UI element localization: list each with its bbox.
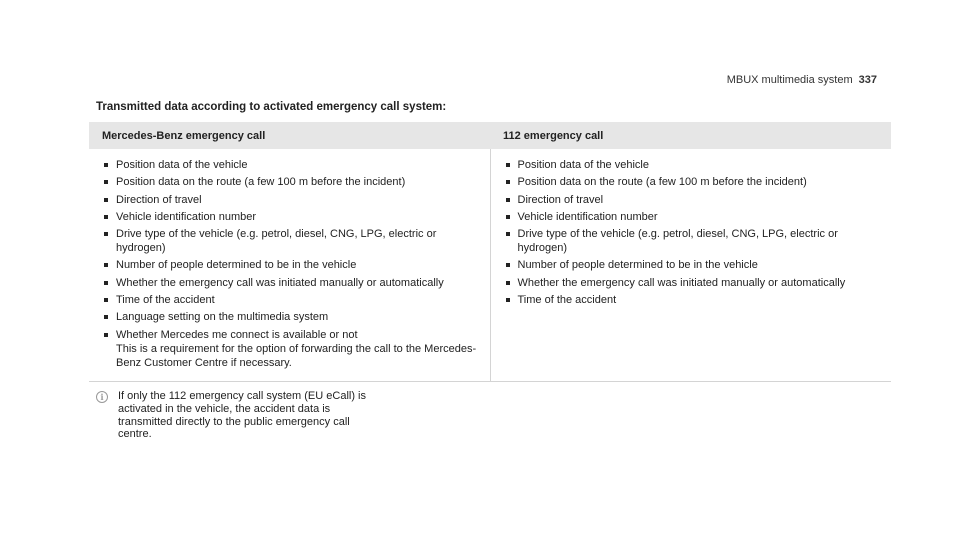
list-item: Whether the emergency call was initiated manually or automatically [504, 276, 884, 290]
list-item: Position data of the vehicle [504, 158, 884, 172]
list-item: Direction of travel [504, 193, 884, 207]
e112-data-list [504, 158, 884, 307]
mercedes-data-list [102, 158, 482, 370]
info-icon: i [96, 391, 108, 403]
list-item: Vehicle identification number [102, 210, 482, 224]
list-item: Drive type of the vehicle (e.g. petrol, diesel, CNG, LPG, electric or hydrogen) [504, 227, 884, 255]
list-item: Position data on the route (a few 100 m before the incident) [504, 175, 884, 189]
list-item: Number of people determined to be in the vehicle [102, 258, 482, 272]
list-item-with-note [102, 328, 482, 370]
list-item-text: Whether Mercedes me connect is available or not [116, 328, 358, 341]
customer-centre-note: This is a requirement for the option of forwarding the call to the Mercedes-Benz Customer Centre if necessary. [116, 342, 477, 369]
list-item: Vehicle identification number [504, 210, 884, 224]
list-item: Direction of travel [102, 193, 482, 207]
list-item: Time of the accident [102, 293, 482, 307]
page-header [727, 74, 877, 86]
list-item: Time of the accident [504, 293, 884, 307]
table-row [89, 149, 891, 381]
list-item: Language setting on the multimedia system [102, 310, 482, 324]
section-title: Transmitted data according to activated emergency call system: [96, 101, 447, 113]
list-item: Position data on the route (a few 100 m before the incident) [102, 175, 482, 189]
e112-call-cell [490, 149, 891, 381]
header-title: MBUX multimedia system [726, 74, 853, 86]
column-header-mercedes: Mercedes-Benz emergency call [89, 122, 490, 149]
info-note-text: If only the 112 emergency call system (EU eCall) is activated in the vehicle, the accident data is transmitted directly to the public emergency call centre. [118, 390, 366, 441]
list-item: Whether the emergency call was initiated manually or automatically [102, 276, 482, 290]
table-header-row [89, 122, 891, 149]
list-item: Drive type of the vehicle (e.g. petrol, diesel, CNG, LPG, electric or hydrogen) [102, 227, 482, 255]
info-note [96, 390, 386, 441]
page-number: 337 [858, 74, 877, 86]
emergency-call-table [89, 122, 891, 382]
list-item: Number of people determined to be in the vehicle [504, 258, 884, 272]
mercedes-call-cell [89, 149, 490, 381]
column-header-112: 112 emergency call [490, 122, 891, 149]
list-item: Position data of the vehicle [102, 158, 482, 172]
